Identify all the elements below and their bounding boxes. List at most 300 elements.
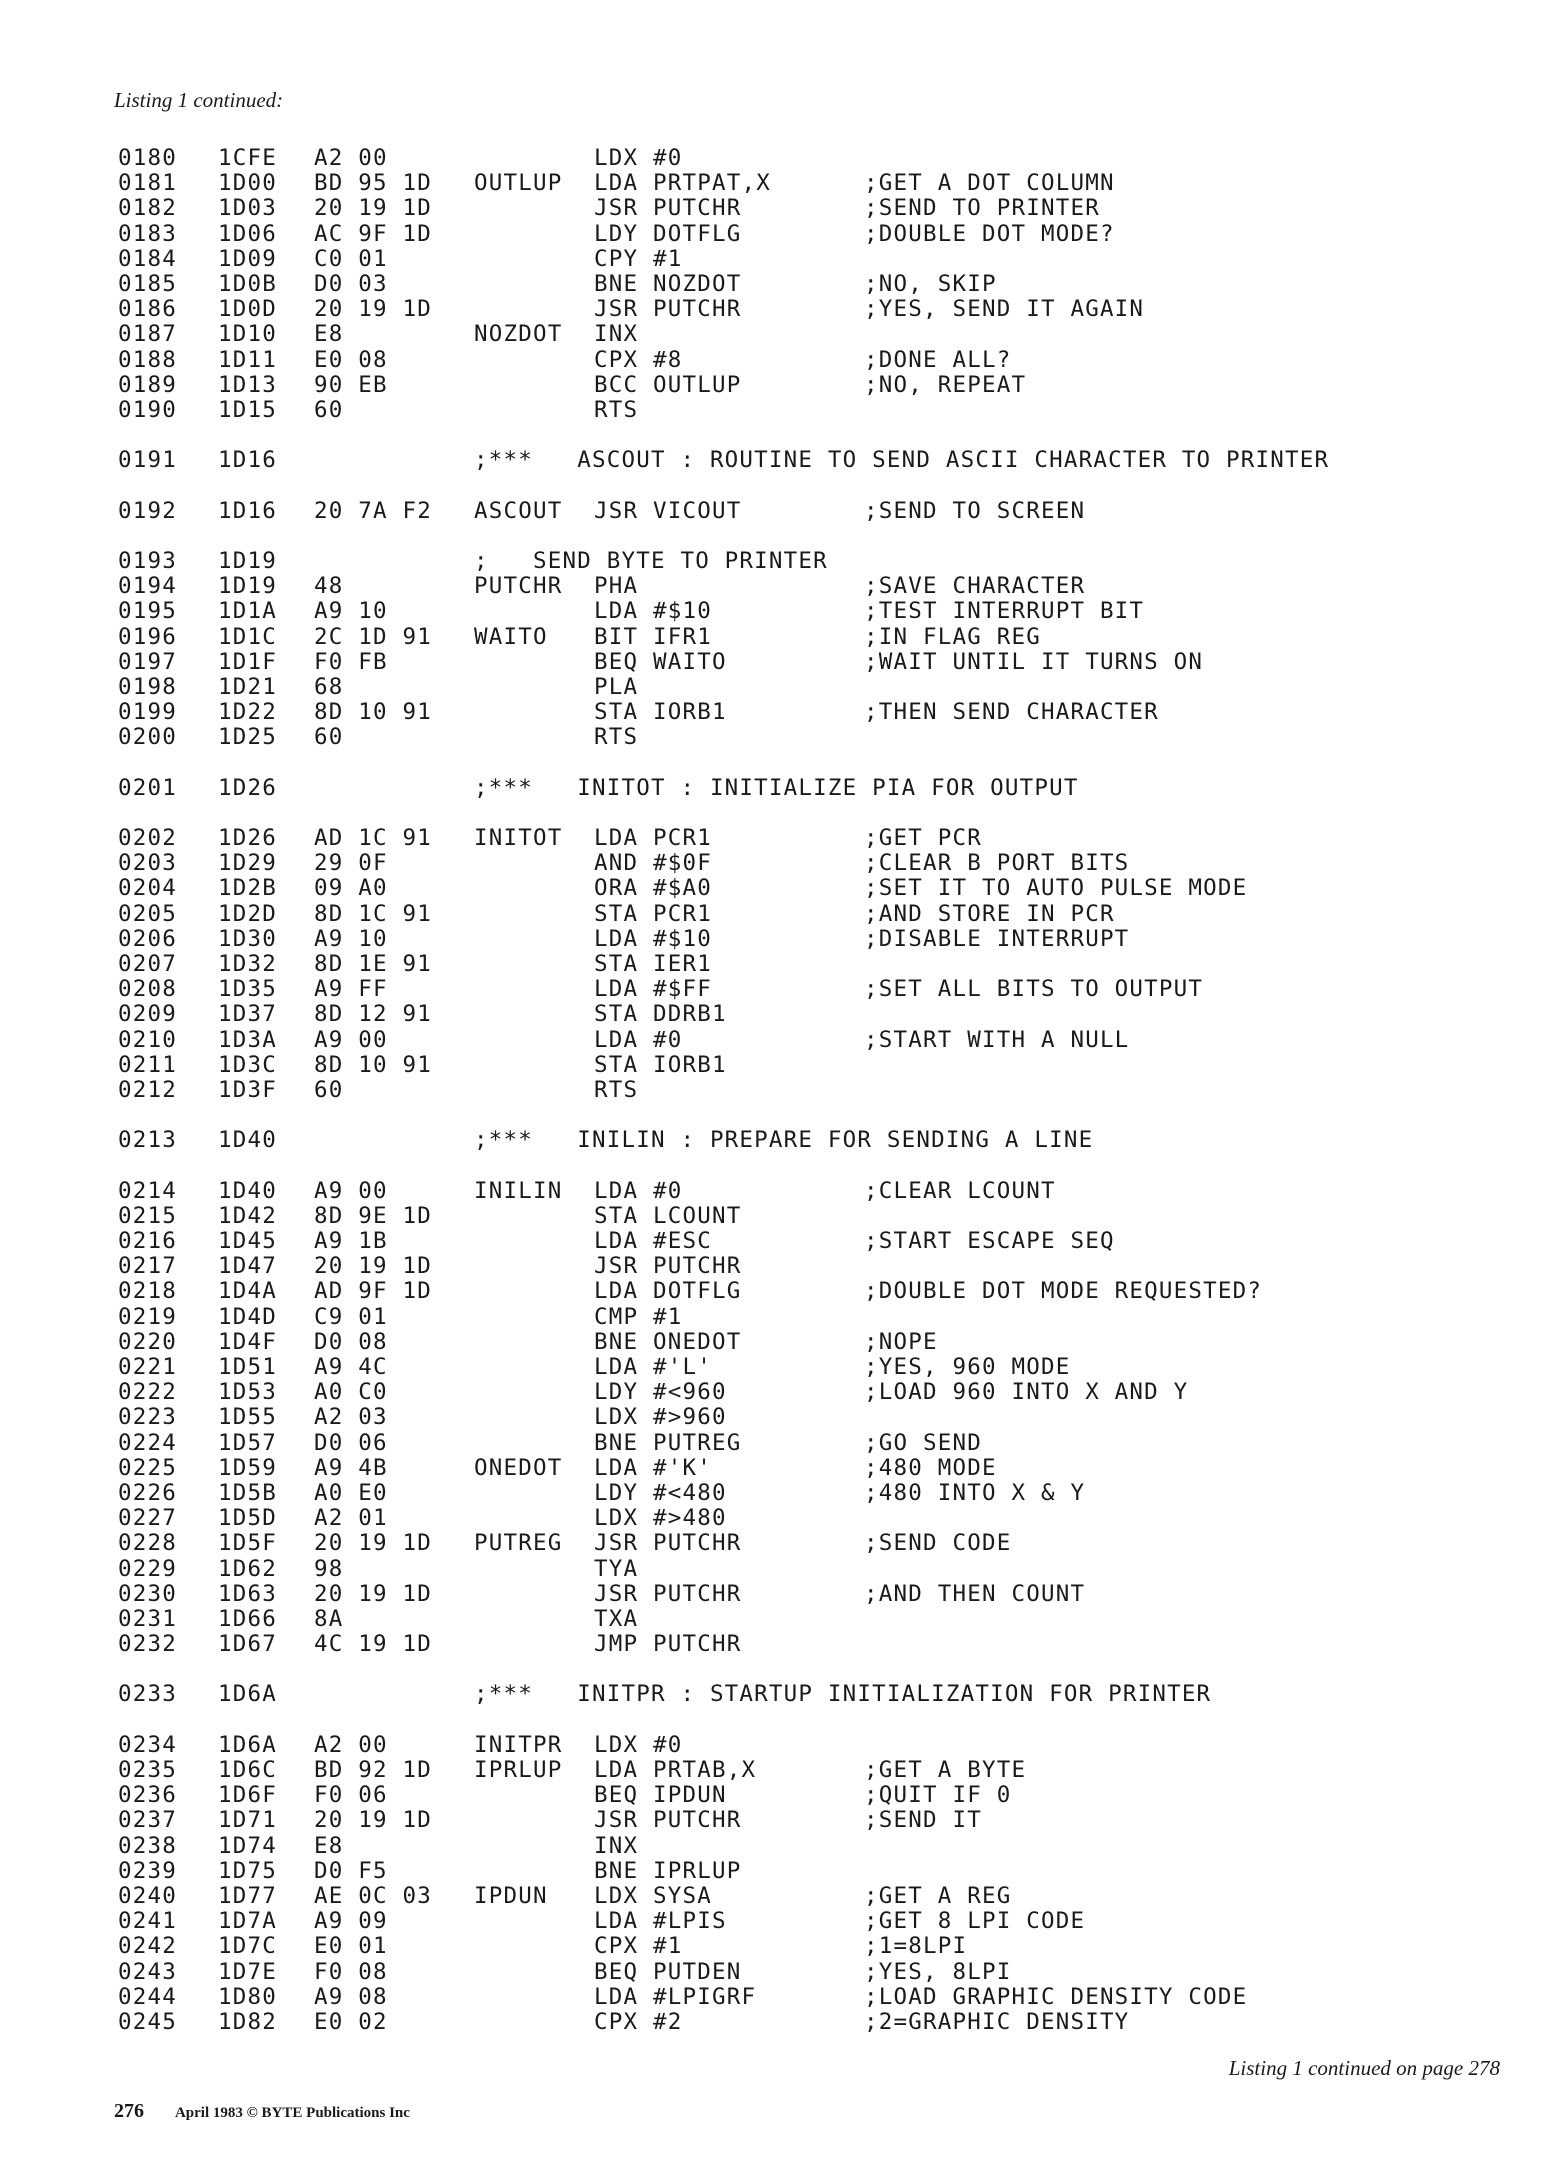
comment: ;AND THEN COUNT bbox=[864, 1581, 1086, 1607]
page-footer bbox=[114, 2100, 410, 2123]
listing-line bbox=[118, 222, 1458, 247]
instruction: RTS bbox=[594, 725, 639, 751]
comment: ;THEN SEND CHARACTER bbox=[864, 700, 1159, 726]
address: 1D75 bbox=[218, 1858, 277, 1884]
line-number: 0203 bbox=[118, 851, 177, 877]
line-number: 0201 bbox=[118, 775, 177, 801]
instruction: BNE ONEDOT bbox=[594, 1329, 742, 1355]
listing-line bbox=[118, 902, 1458, 927]
opcode-bytes: 98 bbox=[314, 1556, 344, 1582]
address: 1D40 bbox=[218, 1128, 277, 1154]
line-number: 0199 bbox=[118, 700, 177, 726]
opcode-bytes: A9 4C bbox=[314, 1355, 388, 1380]
opcode-bytes: 2C 1D 91 bbox=[314, 624, 432, 650]
line-number: 0184 bbox=[118, 246, 177, 272]
address: 1D16 bbox=[218, 498, 277, 524]
address: 1D16 bbox=[218, 448, 277, 474]
listing-line bbox=[118, 146, 1458, 171]
address: 1D22 bbox=[218, 700, 277, 726]
listing-spacer bbox=[118, 751, 1458, 776]
address: 1D6C bbox=[218, 1758, 277, 1783]
comment: ;GET A REG bbox=[864, 1883, 1012, 1909]
opcode-bytes: AD 9F 1D bbox=[314, 1279, 432, 1305]
opcode-bytes: A2 00 bbox=[314, 1732, 388, 1758]
listing-line bbox=[118, 1128, 1458, 1153]
instruction: LDX #>480 bbox=[594, 1506, 727, 1532]
address: 1D59 bbox=[218, 1455, 277, 1481]
instruction: LDA #'K' bbox=[594, 1455, 712, 1481]
listing-line bbox=[118, 1607, 1458, 1632]
comment: ;2=GRAPHIC DENSITY bbox=[864, 2009, 1130, 2035]
comment: ;1=8LPI bbox=[864, 1934, 968, 1960]
opcode-bytes: D0 06 bbox=[314, 1430, 388, 1456]
line-number: 0243 bbox=[118, 1959, 177, 1985]
page-number: 276 bbox=[114, 2100, 144, 2122]
address: 1D21 bbox=[218, 674, 277, 700]
label: OUTLUP bbox=[474, 171, 563, 197]
opcode-bytes: A9 1B bbox=[314, 1229, 388, 1255]
address: 1D10 bbox=[218, 322, 277, 348]
opcode-bytes: 48 bbox=[314, 574, 344, 600]
instruction: CMP #1 bbox=[594, 1304, 683, 1330]
opcode-bytes: 8D 10 91 bbox=[314, 700, 432, 726]
comment: ;DOUBLE DOT MODE? bbox=[864, 221, 1115, 247]
instruction: LDA PRTPAT,X bbox=[594, 171, 771, 197]
comment: ;LOAD GRAPHIC DENSITY CODE bbox=[864, 1984, 1248, 2010]
instruction: JSR VICOUT bbox=[594, 498, 742, 524]
listing-line bbox=[118, 1053, 1458, 1078]
label: ASCOUT bbox=[474, 498, 563, 524]
instruction: LDX #>960 bbox=[594, 1405, 727, 1431]
listing-line bbox=[118, 171, 1458, 196]
listing-line bbox=[118, 247, 1458, 272]
comment: ;DISABLE INTERRUPT bbox=[864, 926, 1130, 952]
section-comment: ; SEND BYTE TO PRINTER bbox=[474, 549, 828, 574]
line-number: 0180 bbox=[118, 146, 177, 171]
line-number: 0209 bbox=[118, 1002, 177, 1028]
line-number: 0236 bbox=[118, 1783, 177, 1809]
section-comment: ;*** INITOT : INITIALIZE PIA FOR OUTPUT bbox=[474, 775, 1079, 801]
line-number: 0224 bbox=[118, 1430, 177, 1456]
instruction: LDA #$10 bbox=[594, 599, 712, 625]
instruction: AND #$0F bbox=[594, 851, 712, 877]
line-number: 0204 bbox=[118, 876, 177, 902]
comment: ;SEND IT bbox=[864, 1808, 982, 1834]
line-number: 0200 bbox=[118, 725, 177, 751]
instruction: RTS bbox=[594, 397, 639, 423]
line-number: 0198 bbox=[118, 674, 177, 700]
opcode-bytes: A0 C0 bbox=[314, 1380, 388, 1406]
instruction: LDA #'L' bbox=[594, 1355, 712, 1380]
listing-line bbox=[118, 398, 1458, 423]
opcode-bytes: A0 E0 bbox=[314, 1480, 388, 1506]
opcode-bytes: E8 bbox=[314, 322, 344, 348]
address: 1D66 bbox=[218, 1606, 277, 1632]
opcode-bytes: 20 19 1D bbox=[314, 1581, 432, 1607]
comment: ;DONE ALL? bbox=[864, 347, 1012, 373]
address: 1D6A bbox=[218, 1682, 277, 1708]
comment: ;SAVE CHARACTER bbox=[864, 574, 1086, 600]
address: 1D1C bbox=[218, 624, 277, 650]
line-number: 0239 bbox=[118, 1858, 177, 1884]
label: INITPR bbox=[474, 1732, 563, 1758]
address: 1D06 bbox=[218, 221, 277, 247]
opcode-bytes: BD 92 1D bbox=[314, 1758, 432, 1783]
listing-line bbox=[118, 196, 1458, 221]
continued-on-note: Listing 1 continued on page 278 bbox=[1228, 2056, 1500, 2080]
listing-line bbox=[118, 927, 1458, 952]
listing-line bbox=[118, 297, 1458, 322]
address: 1D11 bbox=[218, 347, 277, 373]
instruction: BNE IPRLUP bbox=[594, 1858, 742, 1884]
address: 1D47 bbox=[218, 1254, 277, 1280]
comment: ;GET A DOT COLUMN bbox=[864, 171, 1115, 197]
line-number: 0210 bbox=[118, 1027, 177, 1053]
instruction: CPX #8 bbox=[594, 347, 683, 373]
opcode-bytes: D0 F5 bbox=[314, 1858, 388, 1884]
comment: ;SET IT TO AUTO PULSE MODE bbox=[864, 876, 1248, 902]
listing-line bbox=[118, 876, 1458, 901]
address: 1D26 bbox=[218, 775, 277, 801]
address: 1D55 bbox=[218, 1405, 277, 1431]
line-number: 0208 bbox=[118, 977, 177, 1003]
listing-line bbox=[118, 1859, 1458, 1884]
instruction: STA IORB1 bbox=[594, 700, 727, 726]
instruction: PLA bbox=[594, 674, 639, 700]
opcode-bytes: 8D 1E 91 bbox=[314, 952, 432, 977]
listing-line bbox=[118, 1330, 1458, 1355]
listing-line bbox=[118, 1355, 1458, 1380]
instruction: LDA #0 bbox=[594, 1178, 683, 1204]
comment: ;CLEAR LCOUNT bbox=[864, 1178, 1056, 1204]
line-number: 0194 bbox=[118, 574, 177, 600]
instruction: JSR PUTCHR bbox=[594, 1581, 742, 1607]
line-number: 0218 bbox=[118, 1279, 177, 1305]
listing-line bbox=[118, 1179, 1458, 1204]
listing-line bbox=[118, 322, 1458, 347]
opcode-bytes: A9 00 bbox=[314, 1178, 388, 1204]
listing-line bbox=[118, 1783, 1458, 1808]
line-number: 0214 bbox=[118, 1178, 177, 1204]
opcode-bytes: C0 01 bbox=[314, 246, 388, 272]
instruction: RTS bbox=[594, 1077, 639, 1103]
address: 1D7E bbox=[218, 1959, 277, 1985]
comment: ;480 MODE bbox=[864, 1455, 997, 1481]
comment: ;480 INTO X & Y bbox=[864, 1480, 1086, 1506]
label: IPDUN bbox=[474, 1883, 548, 1909]
opcode-bytes: 60 bbox=[314, 397, 344, 423]
comment: ;GO SEND bbox=[864, 1430, 982, 1456]
address: 1D13 bbox=[218, 372, 277, 398]
line-number: 0191 bbox=[118, 448, 177, 474]
comment: ;CLEAR B PORT BITS bbox=[864, 851, 1130, 877]
listing-line bbox=[118, 952, 1458, 977]
line-number: 0231 bbox=[118, 1606, 177, 1632]
listing-line bbox=[118, 977, 1458, 1002]
address: 1D4F bbox=[218, 1329, 277, 1355]
instruction: JSR PUTCHR bbox=[594, 297, 742, 323]
listing-spacer bbox=[118, 1657, 1458, 1682]
address: 1CFE bbox=[218, 146, 277, 171]
address: 1D6F bbox=[218, 1783, 277, 1809]
line-number: 0229 bbox=[118, 1556, 177, 1582]
instruction: BEQ WAITO bbox=[594, 649, 727, 675]
comment: ;NOPE bbox=[864, 1329, 938, 1355]
opcode-bytes: 8A bbox=[314, 1606, 344, 1632]
opcode-bytes: A9 09 bbox=[314, 1909, 388, 1935]
listing-line bbox=[118, 1758, 1458, 1783]
address: 1D53 bbox=[218, 1380, 277, 1406]
address: 1D19 bbox=[218, 574, 277, 600]
opcode-bytes: 8D 1C 91 bbox=[314, 901, 432, 927]
listing-line bbox=[118, 1028, 1458, 1053]
listing-line bbox=[118, 1380, 1458, 1405]
comment: ;START WITH A NULL bbox=[864, 1027, 1130, 1053]
listing-line bbox=[118, 1733, 1458, 1758]
address: 1D6A bbox=[218, 1732, 277, 1758]
listing-line bbox=[118, 1934, 1458, 1959]
label: IPRLUP bbox=[474, 1758, 563, 1783]
comment: ;NO, SKIP bbox=[864, 271, 997, 297]
line-number: 0181 bbox=[118, 171, 177, 197]
line-number: 0233 bbox=[118, 1682, 177, 1708]
opcode-bytes: C9 01 bbox=[314, 1304, 388, 1330]
instruction: STA DDRB1 bbox=[594, 1002, 727, 1028]
opcode-bytes: 20 19 1D bbox=[314, 1531, 432, 1557]
line-number: 0213 bbox=[118, 1128, 177, 1154]
instruction: LDX SYSA bbox=[594, 1883, 712, 1909]
line-number: 0206 bbox=[118, 926, 177, 952]
opcode-bytes: A2 00 bbox=[314, 146, 388, 171]
address: 1D3C bbox=[218, 1052, 277, 1078]
listing-line bbox=[118, 1305, 1458, 1330]
line-number: 0185 bbox=[118, 271, 177, 297]
address: 1D40 bbox=[218, 1178, 277, 1204]
instruction: BNE PUTREG bbox=[594, 1430, 742, 1456]
listing-line bbox=[118, 650, 1458, 675]
label: PUTCHR bbox=[474, 574, 563, 600]
comment: ;NO, REPEAT bbox=[864, 372, 1027, 398]
label: WAITO bbox=[474, 624, 548, 650]
address: 1D1F bbox=[218, 649, 277, 675]
line-number: 0227 bbox=[118, 1506, 177, 1532]
line-number: 0207 bbox=[118, 952, 177, 977]
opcode-bytes: 29 0F bbox=[314, 851, 388, 877]
instruction: STA IORB1 bbox=[594, 1052, 727, 1078]
comment: ;START ESCAPE SEQ bbox=[864, 1229, 1115, 1255]
line-number: 0183 bbox=[118, 221, 177, 247]
line-number: 0193 bbox=[118, 549, 177, 574]
address: 1D29 bbox=[218, 851, 277, 877]
listing-line bbox=[118, 1254, 1458, 1279]
listing-line bbox=[118, 776, 1458, 801]
opcode-bytes: E0 01 bbox=[314, 1934, 388, 1960]
address: 1D19 bbox=[218, 549, 277, 574]
instruction: LDA DOTFLG bbox=[594, 1279, 742, 1305]
instruction: BIT IFR1 bbox=[594, 624, 712, 650]
line-number: 0245 bbox=[118, 2009, 177, 2035]
instruction: LDY #<960 bbox=[594, 1380, 727, 1406]
instruction: JSR PUTCHR bbox=[594, 196, 742, 222]
line-number: 0215 bbox=[118, 1203, 177, 1229]
comment: ;SEND TO PRINTER bbox=[864, 196, 1100, 222]
line-number: 0188 bbox=[118, 347, 177, 373]
opcode-bytes: E0 02 bbox=[314, 2009, 388, 2035]
comment: ;GET PCR bbox=[864, 826, 982, 852]
address: 1D32 bbox=[218, 952, 277, 977]
address: 1D09 bbox=[218, 246, 277, 272]
line-number: 0242 bbox=[118, 1934, 177, 1960]
opcode-bytes: D0 08 bbox=[314, 1329, 388, 1355]
listing-line bbox=[118, 1531, 1458, 1556]
address: 1D4A bbox=[218, 1279, 277, 1305]
listing-line bbox=[118, 2010, 1458, 2035]
comment: ;QUIT IF 0 bbox=[864, 1783, 1012, 1809]
listing-line bbox=[118, 1960, 1458, 1985]
instruction: LDA #$10 bbox=[594, 926, 712, 952]
line-number: 0192 bbox=[118, 498, 177, 524]
opcode-bytes: 20 19 1D bbox=[314, 196, 432, 222]
opcode-bytes: AD 1C 91 bbox=[314, 826, 432, 852]
label: INITOT bbox=[474, 826, 563, 852]
address: 1D3F bbox=[218, 1077, 277, 1103]
listing-line bbox=[118, 1279, 1458, 1304]
comment: ;WAIT UNTIL IT TURNS ON bbox=[864, 649, 1204, 675]
address: 1D5F bbox=[218, 1531, 277, 1557]
opcode-bytes: 90 EB bbox=[314, 372, 388, 398]
address: 1D37 bbox=[218, 1002, 277, 1028]
address: 1D26 bbox=[218, 826, 277, 852]
line-number: 0228 bbox=[118, 1531, 177, 1557]
address: 1D62 bbox=[218, 1556, 277, 1582]
publication-credit: April 1983 © BYTE Publications Inc bbox=[174, 2105, 410, 2121]
line-number: 0186 bbox=[118, 297, 177, 323]
comment: ;GET 8 LPI CODE bbox=[864, 1909, 1086, 1935]
address: 1D80 bbox=[218, 1984, 277, 2010]
opcode-bytes: AC 9F 1D bbox=[314, 221, 432, 247]
line-number: 0230 bbox=[118, 1581, 177, 1607]
instruction: STA PCR1 bbox=[594, 901, 712, 927]
address: 1D82 bbox=[218, 2009, 277, 2035]
listing-line bbox=[118, 272, 1458, 297]
instruction: INX bbox=[594, 322, 639, 348]
line-number: 0241 bbox=[118, 1909, 177, 1935]
opcode-bytes: A9 00 bbox=[314, 1027, 388, 1053]
line-number: 0221 bbox=[118, 1355, 177, 1380]
opcode-bytes: 8D 12 91 bbox=[314, 1002, 432, 1028]
instruction: CPX #1 bbox=[594, 1934, 683, 1960]
label: NOZDOT bbox=[474, 322, 563, 348]
line-number: 0189 bbox=[118, 372, 177, 398]
listing-line bbox=[118, 1078, 1458, 1103]
listing-line bbox=[118, 1002, 1458, 1027]
label: INILIN bbox=[474, 1178, 563, 1204]
opcode-bytes: 20 19 1D bbox=[314, 1254, 432, 1280]
listing-line bbox=[118, 851, 1458, 876]
listing-line bbox=[118, 1808, 1458, 1833]
comment: ;DOUBLE DOT MODE REQUESTED? bbox=[864, 1279, 1263, 1305]
opcode-bytes: 20 19 1D bbox=[314, 297, 432, 323]
address: 1D67 bbox=[218, 1632, 277, 1658]
address: 1D3A bbox=[218, 1027, 277, 1053]
opcode-bytes: 20 19 1D bbox=[314, 1808, 432, 1834]
comment: ;SET ALL BITS TO OUTPUT bbox=[864, 977, 1204, 1003]
instruction: LDA PCR1 bbox=[594, 826, 712, 852]
opcode-bytes: 60 bbox=[314, 725, 344, 751]
listing-line bbox=[118, 1456, 1458, 1481]
address: 1D57 bbox=[218, 1430, 277, 1456]
instruction: LDY DOTFLG bbox=[594, 221, 742, 247]
listing-spacer bbox=[118, 1103, 1458, 1128]
comment: ;TEST INTERRUPT BIT bbox=[864, 599, 1145, 625]
opcode-bytes: A2 01 bbox=[314, 1506, 388, 1532]
opcode-bytes: 4C 19 1D bbox=[314, 1632, 432, 1658]
listing-line bbox=[118, 725, 1458, 750]
instruction: LDX #0 bbox=[594, 1732, 683, 1758]
instruction: BEQ IPDUN bbox=[594, 1783, 727, 1809]
listing-line bbox=[118, 1481, 1458, 1506]
listing-continued-header: Listing 1 continued: bbox=[114, 88, 284, 112]
comment: ;YES, 8LPI bbox=[864, 1959, 1012, 1985]
opcode-bytes: 09 A0 bbox=[314, 876, 388, 902]
listing-line bbox=[118, 599, 1458, 624]
instruction: TXA bbox=[594, 1606, 639, 1632]
listing-line bbox=[118, 625, 1458, 650]
address: 1D4D bbox=[218, 1304, 277, 1330]
instruction: LDA #0 bbox=[594, 1027, 683, 1053]
line-number: 0220 bbox=[118, 1329, 177, 1355]
opcode-bytes: 8D 9E 1D bbox=[314, 1203, 432, 1229]
opcode-bytes: 68 bbox=[314, 674, 344, 700]
line-number: 0202 bbox=[118, 826, 177, 852]
listing-line bbox=[118, 1632, 1458, 1657]
line-number: 0235 bbox=[118, 1758, 177, 1783]
instruction: LDX #0 bbox=[594, 146, 683, 171]
instruction: PHA bbox=[594, 574, 639, 600]
line-number: 0238 bbox=[118, 1833, 177, 1859]
listing-line bbox=[118, 549, 1458, 574]
listing-line bbox=[118, 1557, 1458, 1582]
listing-line bbox=[118, 1834, 1458, 1859]
comment: ;YES, SEND IT AGAIN bbox=[864, 297, 1145, 323]
instruction: LDA #ESC bbox=[594, 1229, 712, 1255]
line-number: 0211 bbox=[118, 1052, 177, 1078]
section-comment: ;*** INILIN : PREPARE FOR SENDING A LINE bbox=[474, 1128, 1094, 1154]
instruction: CPY #1 bbox=[594, 246, 683, 272]
instruction: STA LCOUNT bbox=[594, 1203, 742, 1229]
listing-line bbox=[118, 1405, 1458, 1430]
opcode-bytes: AE 0C 03 bbox=[314, 1883, 432, 1909]
address: 1D5D bbox=[218, 1506, 277, 1532]
opcode-bytes: F0 08 bbox=[314, 1959, 388, 1985]
listing-spacer bbox=[118, 524, 1458, 549]
address: 1D0D bbox=[218, 297, 277, 323]
address: 1D03 bbox=[218, 196, 277, 222]
label: ONEDOT bbox=[474, 1455, 563, 1481]
line-number: 0237 bbox=[118, 1808, 177, 1834]
instruction: BNE NOZDOT bbox=[594, 271, 742, 297]
section-comment: ;*** ASCOUT : ROUTINE TO SEND ASCII CHARACTER TO PRINTER bbox=[474, 448, 1330, 474]
address: 1D45 bbox=[218, 1229, 277, 1255]
opcode-bytes: 20 7A F2 bbox=[314, 498, 432, 524]
opcode-bytes: E8 bbox=[314, 1833, 344, 1859]
instruction: TYA bbox=[594, 1556, 639, 1582]
line-number: 0222 bbox=[118, 1380, 177, 1406]
listing-line bbox=[118, 1985, 1458, 2010]
listing-line bbox=[118, 1229, 1458, 1254]
instruction: CPX #2 bbox=[594, 2009, 683, 2035]
comment: ;YES, 960 MODE bbox=[864, 1355, 1071, 1380]
